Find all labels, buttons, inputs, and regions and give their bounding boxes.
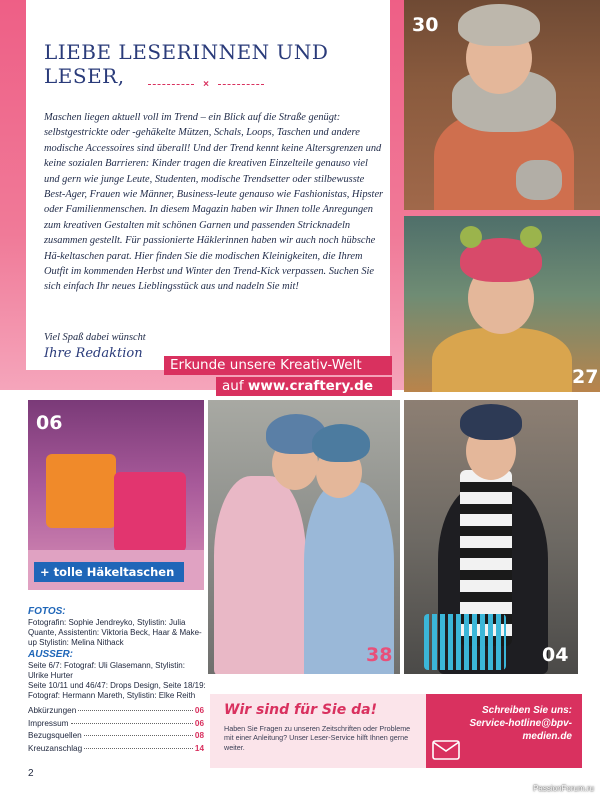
toc-page: 08 <box>194 731 204 740</box>
page-ref-38: 38 <box>366 644 393 666</box>
toc-row-kreuzanschlag[interactable] <box>28 744 204 757</box>
craftery-promo[interactable] <box>164 356 392 396</box>
envelope-icon <box>432 740 460 760</box>
toc-title: Kreuzanschlag <box>28 743 83 753</box>
toc-title: Bezugsquellen <box>28 731 82 740</box>
reader-service-title: Wir sind für Sie da! <box>224 702 377 718</box>
title-divider <box>136 78 276 92</box>
toc-row-impressum[interactable] <box>28 719 204 732</box>
pompom-left <box>460 226 482 248</box>
photo-page-27[interactable] <box>404 216 600 392</box>
reader-service-text: Haben Sie Fragen zu unseren Zeitschriften oder Probleme mit einer Anleitung? Unser Leser-Service hilft Ihnen gerne weiter. <box>224 724 411 752</box>
contact-email-line[interactable]: medien.de <box>522 731 572 742</box>
credits-fotos-text: Fotografin: Sophie Jendreyko, Stylistin: Julia Quante, Assistentin: Viktoria Beck, Haar & Make-up Stylistin: Melina Nithack <box>28 618 202 648</box>
credits-ausser-line: Seite 6/7: Fotograf: Uli Glasemann, Stylistin: Ulrike Hurter <box>28 660 185 680</box>
watermark: PassionForum.ru <box>533 784 594 793</box>
photo-page-04[interactable] <box>404 400 578 674</box>
toc-page: 06 <box>194 706 204 715</box>
table-of-contents <box>28 706 204 756</box>
pink-coat-shape <box>214 476 306 674</box>
beanie-right <box>312 424 370 462</box>
promo-line-2[interactable]: auf www.craftery.de <box>216 377 392 396</box>
page-ref-04: 04 <box>542 644 569 666</box>
photo-page-30[interactable] <box>404 0 600 210</box>
promo-url-link[interactable]: www.craftery.de <box>247 378 373 394</box>
photo-page-38[interactable] <box>208 400 400 674</box>
toc-title: Impressum <box>28 718 69 728</box>
editorial-letter <box>26 0 390 370</box>
page-ref-06: 06 <box>36 412 63 434</box>
reader-service-contact[interactable] <box>426 694 582 768</box>
contact-heading: Schreiben Sie uns: <box>481 705 572 716</box>
page-number: 2 <box>28 768 34 779</box>
promo-line-1: Erkunde unsere Kreativ-Welt <box>164 356 392 375</box>
beanie-shape <box>458 4 540 46</box>
toc-page: 06 <box>194 718 204 728</box>
editorial-signature: Ihre Redaktion <box>44 346 143 361</box>
page-ref-27: 27 <box>572 366 599 388</box>
toc-title: Abkürzungen <box>28 706 77 715</box>
hat-shape <box>460 404 522 440</box>
toc-page: 14 <box>194 743 204 753</box>
credits-ausser-label: AUSSER: <box>28 648 74 660</box>
pompom-right <box>520 226 542 248</box>
jacket-shape <box>432 328 572 392</box>
letter-body: Maschen liegen aktuell voll im Trend – ein Blick auf die Straße genügt: selbstgestrickte oder -gehäkelte Mützen, Schals, Loops, Taschen und andere modische Accessoires sind überall! Und der Trend kennt keine Altersgrenzen und keine sozialen Barrieren: Kinder tragen die kreativen Einzelteile genauso viel und gern wie junge Leute, Studenten, modische Trendsetter oder stilbewusste Best-Ager, Frauen wie Männer, Business-leute genauso wie Fashionistas, Hipster oder Familienmenschen. In diesem Magazin haben wir Ihnen tolle Anregungen zum kreativen Gestalten mit schönen Garnen und passenden Stricknadeln zusammen gestellt. Für passionierte Häklerinnen haben wir auch noch hübsche Hä-keltaschen parat. Hier finden Sie die modischen Kleinigkeiten, die Ihrem Outfit im kommenden Herbst und Winter den Trend-Kick verpassen. Suchen Sie sich einfach Ihr neues Lieblingsstück aus und nadeln Sie mit! <box>44 112 384 293</box>
letter-title: LIEBE LESERINNEN UND LESER, <box>44 40 329 88</box>
photo-credits <box>28 606 206 701</box>
toc-row-bezugsquellen[interactable] <box>28 731 204 744</box>
credits-fotos-label: FOTOS: <box>28 606 66 617</box>
letter-signoff: Viel Spaß dabei wünscht <box>44 332 146 343</box>
mitten-shape <box>516 160 562 200</box>
credits-ausser-line: Seite 10/11 und 46/47: Drops Design, Seite 18/19: Fotograf: Hermann Mareth, Stylistin: Elke Reith <box>28 681 206 701</box>
scarf-fringe-shape <box>424 614 506 670</box>
crochet-bags-tag[interactable]: + tolle Häkeltaschen <box>34 562 184 582</box>
page-ref-30: 30 <box>412 14 439 36</box>
toc-row-abkuerzungen[interactable] <box>28 706 204 719</box>
reader-service-box <box>210 694 582 768</box>
divider-cross-icon: × <box>203 79 209 90</box>
contact-email-line[interactable]: Service-hotline@bpv- <box>469 718 572 729</box>
contact-email-block[interactable] <box>469 704 572 743</box>
reader-service-info <box>210 694 426 768</box>
orange-bag-shape <box>46 454 116 528</box>
pink-bag-shape <box>114 472 186 552</box>
